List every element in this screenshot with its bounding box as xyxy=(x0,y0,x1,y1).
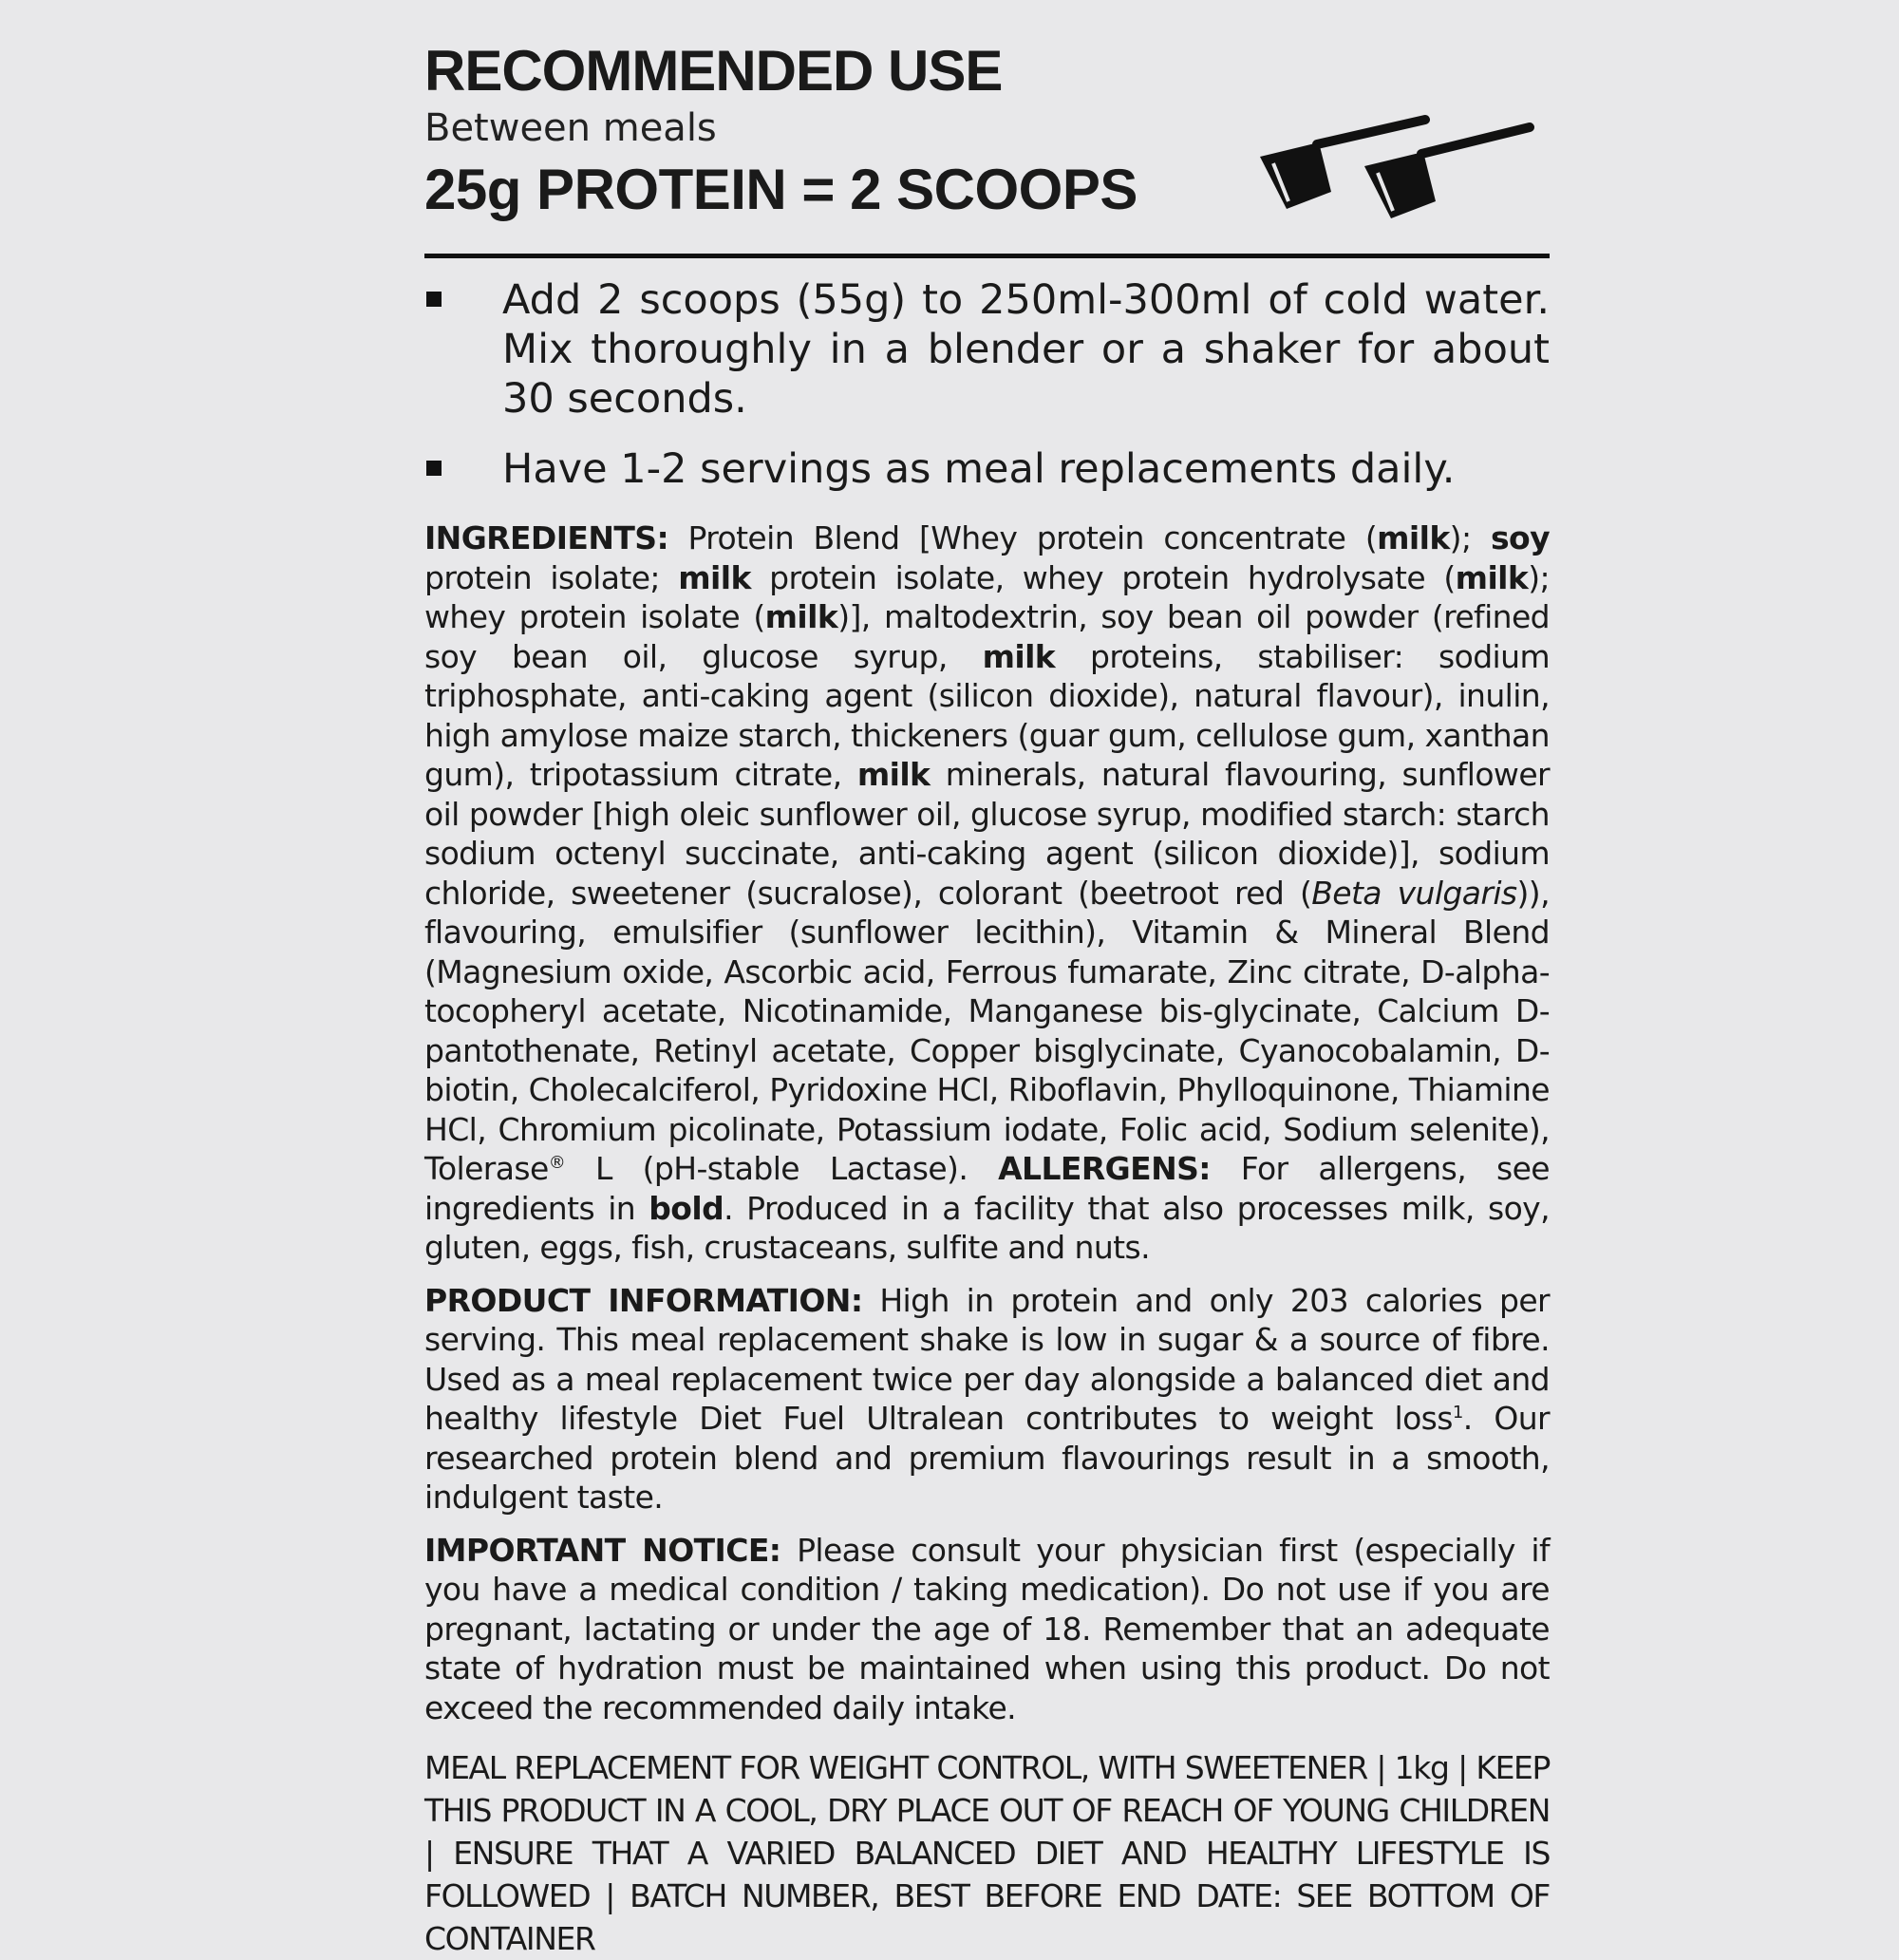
label-panel xyxy=(424,38,1550,1960)
list-item: Have 1-2 servings as meal replacements daily. xyxy=(424,444,1550,494)
subtitle: Between meals xyxy=(424,106,717,150)
ingredients-label: INGREDIENTS: xyxy=(424,519,669,556)
important-notice-section: IMPORTANT NOTICE: Please consult your physician first (especially if you have a medical condition / taking medication). Do not use if you are pregnant, lactating or under the age of 18. Remember that an adequate state of hydration must be maintained when using this product. Do not exceed the recommended daily intake. xyxy=(424,1531,1551,1726)
divider xyxy=(424,254,1550,258)
allergens-label: ALLERGENS: xyxy=(998,1150,1211,1187)
footer-text: MEAL REPLACEMENT FOR WEIGHT CONTROL, WITH SWEETENER | 1kg | KEEP THIS PRODUCT IN A COOL, DRY PLACE OUT OF REACH OF YOUNG CHILDREN | ENSURE THAT A VARIED BALANCED DIET AND HEALTHY LIFESTYLE IS FOLLOWED | BATCH NUMBER, BEST BEFORE END DATE: SEE BOTTOM OF CONTAINER xyxy=(424,1749,1550,1957)
directions-list xyxy=(424,275,1550,494)
serving-row xyxy=(424,152,1550,228)
serving-size: 25g PROTEIN = 2 SCOOPS xyxy=(424,158,1138,221)
list-item: Add 2 scoops (55g) to 250ml-300ml of cold water. Mix thoroughly in a blender or a shaker for about 30 seconds. xyxy=(424,275,1550,424)
scoop-icon-right xyxy=(1364,127,1530,218)
product-information-label: PRODUCT INFORMATION: xyxy=(424,1281,863,1319)
product-information-section: PRODUCT INFORMATION: High in protein and only 203 calories per serving. This meal replacement shake is low in sugar & a source of fibre. Used as a meal replacement twice per day alongside a balanced diet and healthy lifestyle Diet Fuel Ultralean contributes to weight loss$^1$. Our researched protein blend and premium flavourings result in a smooth, indulgent taste. xyxy=(424,1281,1550,1516)
scoop-icon xyxy=(1260,114,1554,228)
bullet-icon xyxy=(426,461,442,476)
important-notice-label: IMPORTANT NOTICE: xyxy=(424,1531,781,1569)
page-title: RECOMMENDED USE xyxy=(424,39,1003,103)
bullet-icon xyxy=(426,292,442,307)
ingredients-section: INGREDIENTS: Protein Blend [Whey protein concentrate (milk); soy protein isolate; milk protein isolate, whey protein hydrolysate (milk); whey protein isolate (milk)], maltodextrin, soy bean oil powder (refined soy bean oil, glucose syrup, milk proteins, stabiliser: sodium triphosphate, anti-caking agent (silicon dioxide), natural flavour), inulin, high amylose maize starch, thickeners (guar gum, cellulose gum, xanthan gum), tripotassium citrate, milk minerals, natural flavouring, sunflower oil powder [high oleic sunflower oil, glucose syrup, modified starch: starch sodium octenyl succinate, anti-caking agent (silicon dioxide)], sodium chloride, sweetener (sucralose), colorant (beetroot red (Beta vulgaris)), flavouring, emulsifier (sunflower lecithin), Vitamin & Mineral Blend (Magnesium oxide, Ascorbic acid, Ferrous fumarate, Zinc citrate, D-alpha-tocopheryl acetate, Nicotinamide, Manganese bis-glycinate, Calcium D-pantothenate, Retinyl acetate, Copper bisglycinate, Cyanocobalamin, D-biotin, Cholecalciferol, Pyridoxine HCl, Riboflavin, Phylloquinone, Thiamine HCl, Chromium picolinate, Potassium iodate, Folic acid, Sodium selenite), Tolerase® L (pH-stable Lactase). ALLERGENS: For allergens, see ingredients in bold. Produced in a facility that also processes milk, soy, gluten, eggs, fish, crustaceans, sulfite and nuts. xyxy=(424,519,1551,1266)
